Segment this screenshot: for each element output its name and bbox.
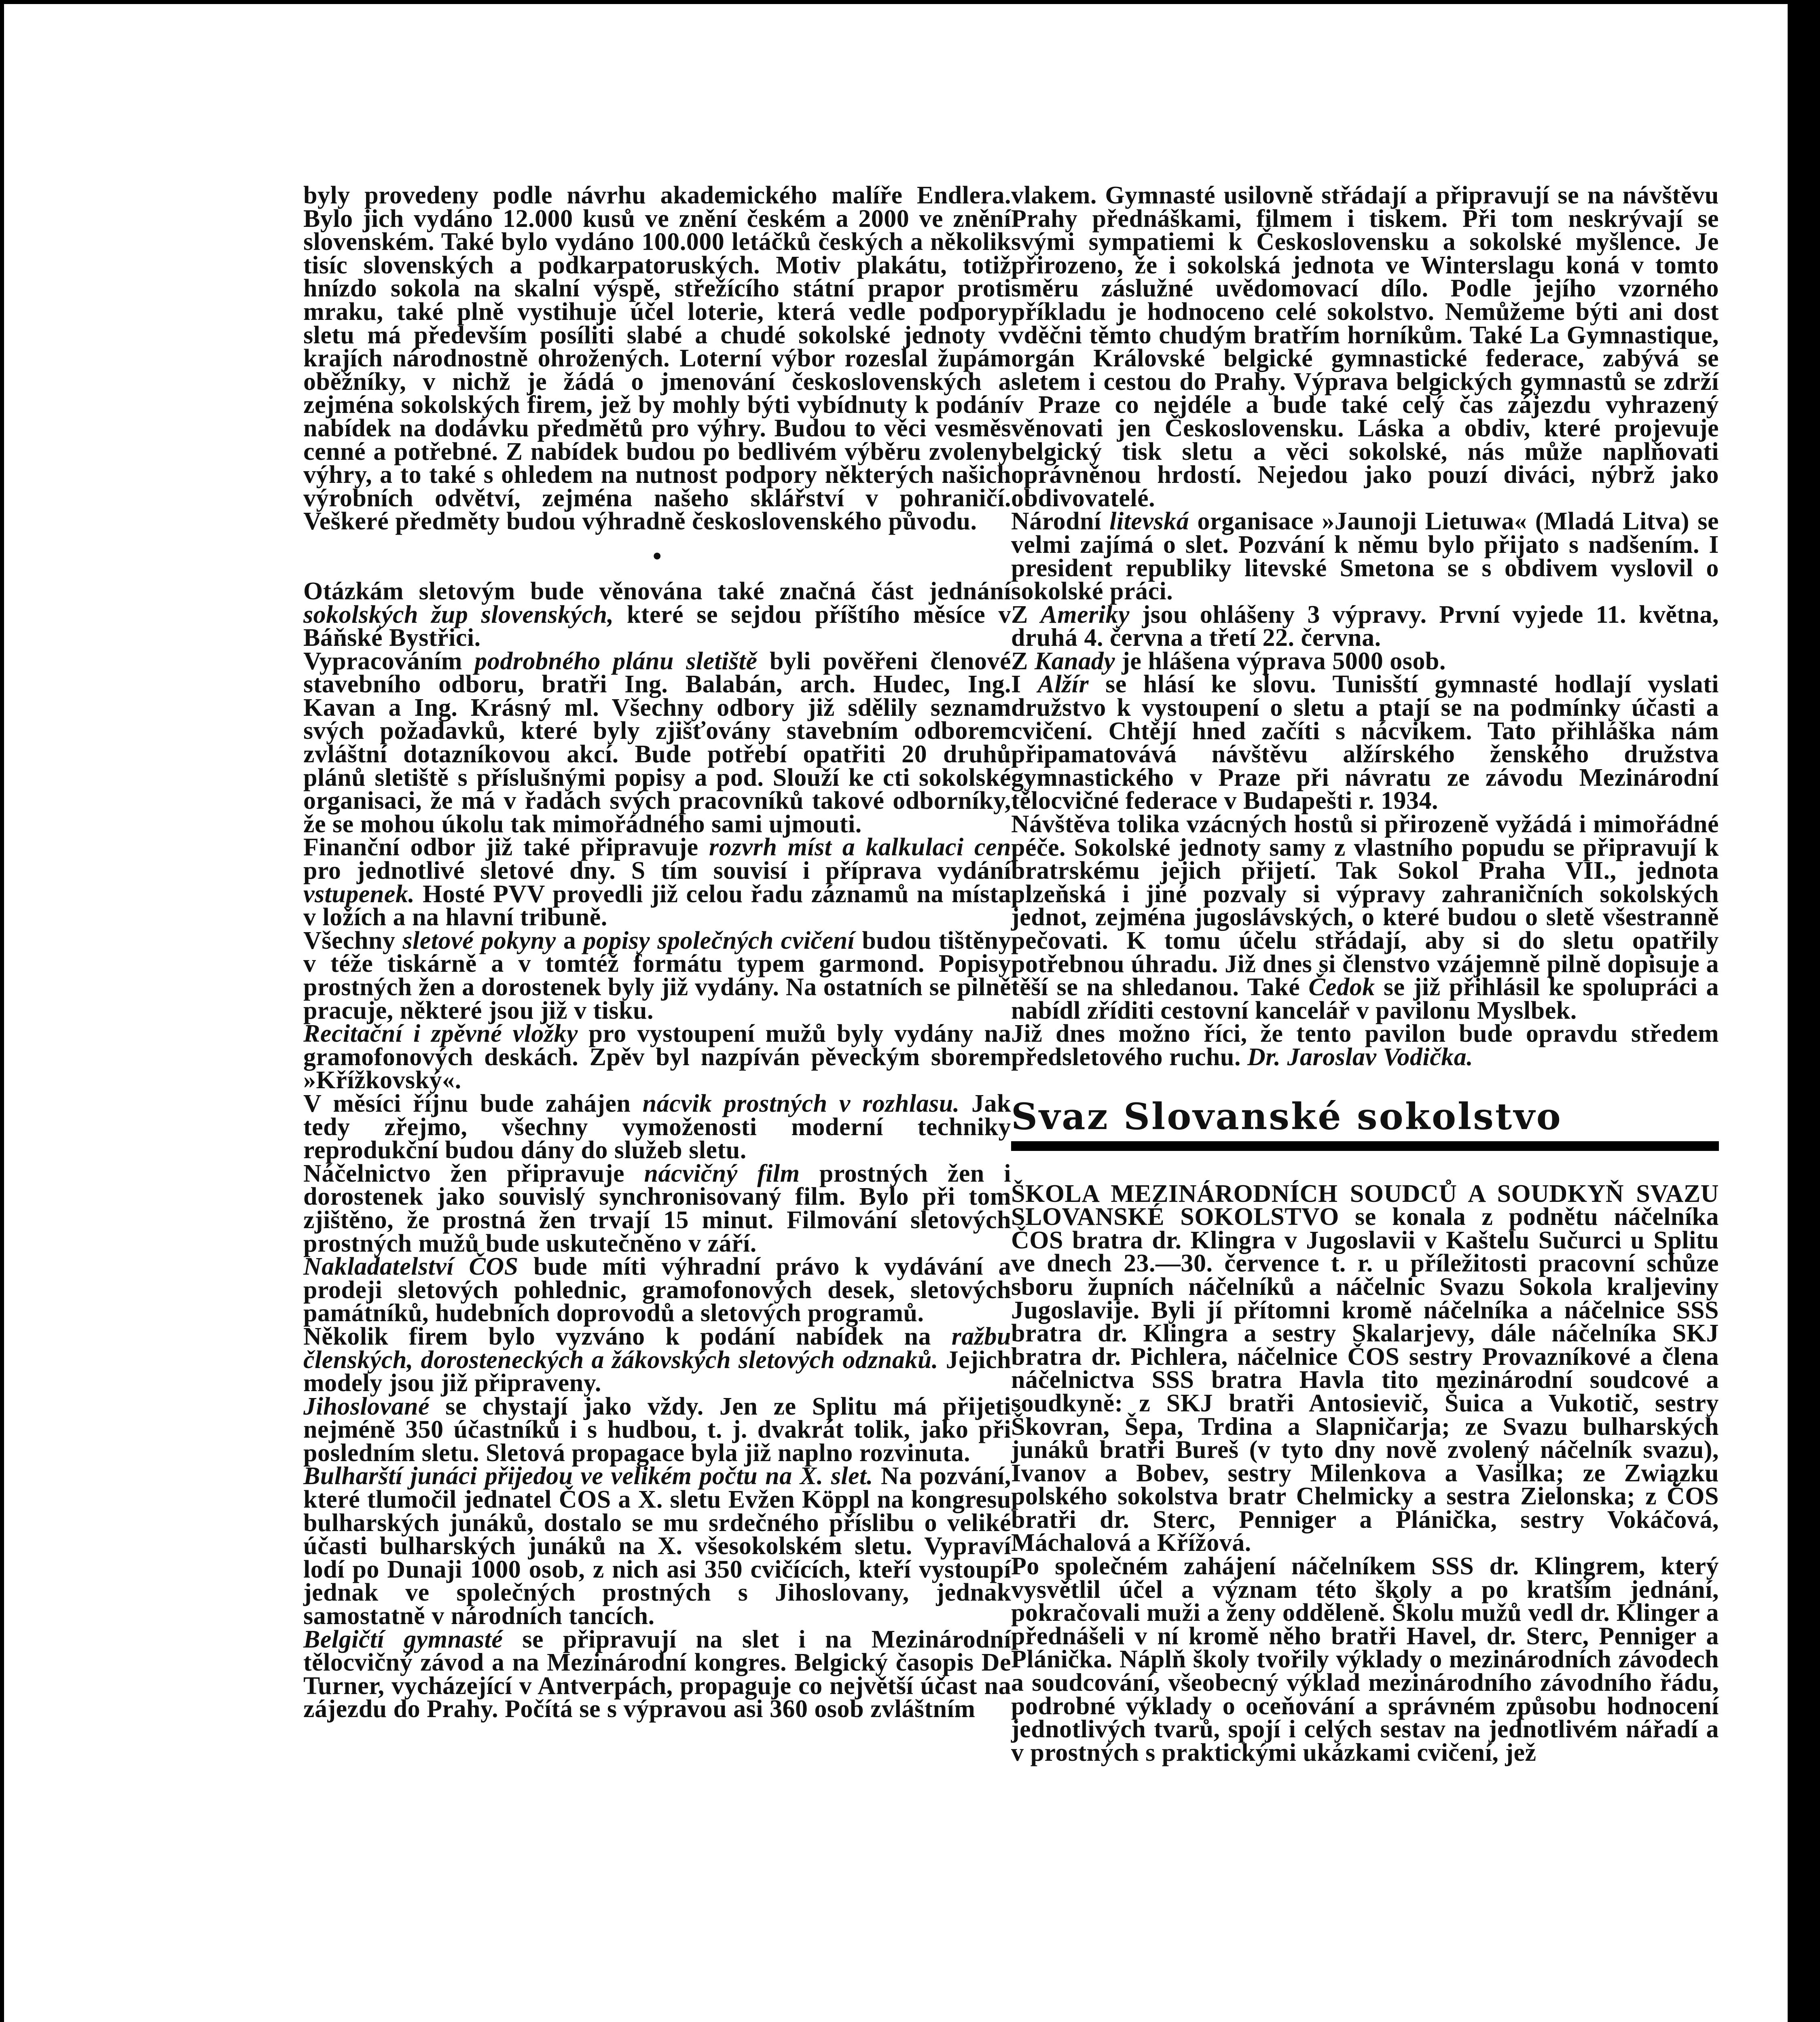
paragraph-belgians-continued — [1011, 184, 1719, 510]
paragraph-publishing — [303, 1255, 1011, 1325]
paragraph-pavilion — [1011, 1022, 1719, 1069]
emphasis: Bulharští junáci přijedou ve velikém počtu na X. slet. — [303, 1462, 873, 1490]
paragraph-canada — [1011, 647, 1719, 675]
text: které se sejdou příštího měsíce v Báňské Bystřici. — [303, 601, 1011, 652]
paragraph-belgians — [303, 1625, 1011, 1723]
text: pro vystoupení mužů byly vydány na gramofonových deskách. Zpěv byl nazpíván pěveckým sborem »Křížkovský«. — [303, 1020, 1011, 1094]
text: Všechny — [303, 926, 403, 954]
scan-border-left — [0, 0, 4, 2022]
text: a — [556, 926, 584, 954]
emphasis: Čedok — [1308, 973, 1375, 1001]
text: pro jednotlivé sletové dny. S tím souvisí i příprava vydání — [303, 857, 1011, 885]
text: Z — [1011, 601, 1041, 628]
section-divider-dot: • — [652, 542, 662, 570]
emphasis: nácvik prostných v rozhlasu. — [642, 1089, 960, 1117]
text: se hlásí ke slovu. Tunisští gymnasté hodlají vyslati družstvo k vystoupení o sletu a ptají se na podmínky účasti a cvičení. Chtějí hned začíti s nácvikem. Tato přihláška nám připamatovává návštěvu alžírského ženského družstva gymnastického v Praze při návratu ze závodu Mezinárodní tělocvičné federace v Budapešti r. 1934. — [1011, 670, 1719, 815]
section-heading: Svaz Slovanské sokolstvo — [1011, 1094, 1719, 1151]
left-column — [303, 184, 1011, 1721]
emphasis: Recitační i zpěvné vložky — [303, 1020, 578, 1048]
text: bude míti výhradní právo k vydávání a prodeji sletových pohlednic, gramofonových desek, sletových památníků, hudebních doprovodů a sletových programů. — [303, 1253, 1011, 1327]
paragraph-recordings — [303, 1022, 1011, 1092]
paragraph-badges — [303, 1322, 1011, 1397]
paragraph-judges-program — [1011, 1552, 1719, 1766]
paragraph-judges-school — [1011, 1182, 1719, 1555]
emphasis: vstupenek. — [303, 880, 415, 908]
paragraph-yugoslavs — [303, 1392, 1011, 1467]
paragraph-slovak-zupy — [303, 577, 1011, 652]
paragraph-lithuania — [1011, 510, 1719, 603]
text: Finanční odbor již také připravuje — [303, 833, 709, 861]
right-column — [1011, 184, 1719, 1764]
text: I — [1011, 670, 1038, 698]
paragraph-bulgarians — [303, 1462, 1011, 1630]
text: Otázkám sletovým bude věnována také značná část jednání — [303, 577, 1011, 605]
paragraph-instructions — [303, 926, 1012, 1024]
text: Po společném zahájení náčelníkem SSS dr. Klingrem, který vysvětlil účel a význam této školy a po kratším jednání, pokračovali muži a ženy odděleně. Školu mužů vedl dr. Klinger a přednášeli v ní kromě něho bratři Havel, dr. Sterc, Penniger a Plánička. Náplň školy tvořily výklady o mezinárodních závodech a soudcování, všeobecný výklad mezinárodního závodního řádu, podrobné výklady o oceňování a správném způsobu hodnocení jednotlivých tvarů, spojí i celých sestav na jednotlivém nářadí a v prostných s praktickými ukázkami cvičení, jež — [1011, 1552, 1719, 1766]
text: se chystají jako vždy. Jen ze Splitu má přijeti nejméně 350 účastníků i s hudbou, t. j. dvakrát tolik, jako při posledním sletu. Sletová propagace byla již naplno rozvinuta. — [303, 1392, 1011, 1467]
emphasis: rozvrh míst a kalkulaci cen — [709, 833, 1012, 861]
text: Na pozvání, které tlumočil jednatel ČOS a X. sletu Evžen Köppl na kongresu bulharských junáků, dostalo se mu srdečného příslibu o veliké účasti bulharských junáků na X. všesokolském sletu. Vypraví lodí po Dunaji 1000 osob, z nich asi 350 cvičících, kteří vystoupí jednak ve společných prostných s Jihoslovany, jednak samostatně v národních tancích. — [303, 1462, 1011, 1630]
text: Již dnes možno říci, že tento pavilon bude opravdu středem předsletového ruchu. — [1011, 1020, 1719, 1071]
emphasis: podrobného plánu sletiště — [474, 647, 758, 675]
emphasis: sokolských žup slovenských, — [303, 601, 614, 628]
text: prostných žen i dorostenek jako souvislý synchronisovaný film. Bylo při tom zjištěno, že prostná žen trvají 15 minut. Filmování sletových prostných mužů bude uskutečněno v září. — [303, 1159, 1011, 1257]
text: ŠKOLA MEZINÁRODNÍCH SOUDCŮ A SOUDKYŇ SVAZU SLOVANSKÉ SOKOLSTVO se konala z podnětu náčelníka ČOS bratra dr. Klingra v Jugoslavii v Kaštelu Sučurci u Splitu ve dnech 23.—30. července t. r. u příležitosti pracovní schůze sboru župních náčelníků a náčelnic Svazu Sokola kraljeviny Jugoslavije. Byli jí přítomni kromě náčelníka a náčelnice SSS bratra dr. Klingra a sestry Skalarjevy, dále náčelníka SKJ bratra dr. Pichlera, náčelnice ČOS sestry Provazníkové a člena náčelnictva SSS bratra Havla tito mezinárodní soudcové a soudkyně: z SKJ bratři Antosievič, Šuica a Vukotič, sestry Škovran, Šepa, Trdina a Slapničarja; ze Svazu bulharských junáků bratři Bureš (v tyto dny nově zvolený náčelník svazu), Ivanov a Bobev, sestry Milenkova a Vasilka; ze Związku polského sokolstva bratr Chelmicky a sestra Zielonska; z ČOS bratři dr. Sterc, Penniger a Plánička, sestry Vokáčová, Máchalová a Křížová. — [1011, 1180, 1719, 1557]
text: byli pověřeni členové stavebního odboru, bratři Ing. Balabán, arch. Hudec, Ing. Kavan a Ing. Krásný ml. Všechny odbory již sdělily seznam svých požadavků, které byly zjišťovány stavebním odborem zvláštní dotazníkovou akcí. Bude potřebí opatřiti 20 druhů plánů sletiště s příslušnými popisy a pod. Slouží ke cti sokolské organisaci, že má v řadách svých pracovníků takové odborníky, že se mohou úkolu tak mimořádného sami ujmouti. — [303, 647, 1011, 838]
scan-border-right — [1788, 0, 1820, 2022]
text: Jak tedy zřejmo, všechny vymoženosti moderní techniky reprodukční budou dány do služeb sletu. — [303, 1089, 1011, 1164]
text: Vypracováním — [303, 647, 475, 675]
emphasis: Kanady — [1034, 647, 1115, 675]
paragraph-guests — [1011, 810, 1719, 1024]
paragraph-america — [1011, 603, 1719, 650]
text: Hosté PVV provedli již celou řadu záznamů na místa v ložích a na hlavní tribuně. — [303, 880, 1011, 931]
paragraph-lottery — [303, 184, 1011, 533]
emphasis: litevská — [1109, 508, 1189, 535]
emphasis: Ameriky — [1040, 601, 1130, 628]
author-signature: Dr. Jaroslav Vodička. — [1247, 1043, 1473, 1071]
paragraph-site-plan — [303, 647, 1011, 838]
emphasis: Alžír — [1037, 670, 1089, 698]
emphasis: sletové pokyny — [402, 926, 556, 954]
emphasis: popisy společných cvičení — [583, 926, 855, 954]
text: V měsíci říjnu bude zahájen — [303, 1089, 643, 1117]
text: jsou ohlášeny 3 výpravy. První vyjede 11. května, druhá 4. června a třetí 22. června. — [1011, 601, 1719, 652]
emphasis: Jihoslované — [303, 1392, 430, 1420]
emphasis: Nakladatelství ČOS — [303, 1253, 518, 1281]
paragraph-radio — [303, 1089, 1011, 1164]
emphasis: ražbu členských, dorosteneckých a žákovských sletových odznaků. — [303, 1322, 1011, 1374]
text: se již přihlásil ke spolupráci a nabídl zříditi cestovní kancelář v pavilonu Myslbek. — [1011, 973, 1719, 1024]
text: Návštěva tolika vzácných hostů si přirozeně vyžádá i mimořádné péče. Sokolské jednoty samy z vlastního popudu se připravují k bratrskému jejich přijetí. Tak Sokol Praha VII., jednota plzeňská i jiné pozvaly si výpravy zahraničních sokolských jednot, zejména jugoslávských, o které budou o sletě všestranně pečovati. K tomu účelu střádají, aby si do sletu opatřily potřebnou úhradu. Již dnes si členstvo vzájemně pilně dopisuje a těší se na shledanou. Také — [1011, 810, 1719, 1001]
text: Náčelnictvo žen připravuje — [303, 1159, 644, 1187]
paragraph-algeria — [1011, 670, 1719, 815]
text: byly provedeny podle návrhu akademického malíře Endlera. Bylo jich vydáno 12.000 kusů ve znění českém a 2000 ve znění slovenském. Také bylo vydáno 100.000 letáčků českých a několik tisíc slovenských a podkarpatoruských. Motiv plakátu, totiž hnízdo sokola na skalní výspě, střežícího státní prapor proti mraku, také plně vystihuje účel loterie, která vedle podpory sletu má především posíliti slabé a chudé sokolské jednoty v krajích národnostně ohrožených. Loterní výbor rozeslal župám oběžníky, v nichž je žádá o jmenování československých a zejména sokolských firem, jež by mohly býti vybídnuty k podání nabídek na dodávku předmětů pro výhry. Budou to věci vesměs cenné a potřebné. Z nabídek budou po bedlivém výběru zvoleny výhry, a to také s ohledem na nutnost podpory některých našich výrobních odvětví, zejména našeho sklářství v pohraničí. Veškeré předměty budou výhradně československého původu. — [303, 182, 1011, 535]
text: budou tištěny v téže tiskárně a v tomtéž formátu typem garmond. Popisy prostných žen a dorostenek byly již vydány. Na ostatních se pilně pracuje, některé jsou již v tisku. — [303, 926, 1012, 1024]
paragraph-finance — [303, 833, 1012, 931]
text: Jejich modely jsou již připraveny. — [303, 1346, 1011, 1397]
text: vlakem. Gymnasté usilovně střádají a připravují se na návštěvu Prahy přednáškami, filmem i tiskem. Při tom neskrývají se svými sympatiemi k Československu a sokolské myšlence. Je přirozeno, že i sokolská jednota ve Winterslagu koná v tomto směru záslužné uvědomovací dílo. Podle jejího vzorného příkladu je hodnoceno celé sokolstvo. Nemůžeme býti ani dost vděčni těmto chudým bratřím horníkům. Také La Gymnastique, orgán Královské belgické gymnastické federace, zabývá se sletem i cestou do Prahy. Výprava belgických gymnastů se zdrží v Praze co nejdéle a bude také celý čas zájezdu vyhrazený věnovati jen Československu. Láska a obdiv, které projevuje belgický tisk sletu a věci sokolské, nás může naplňovati oprávněnou hrdostí. Nejedou jako pouzí diváci, nýbrž jako obdivovatelé. — [1011, 182, 1719, 512]
text: se připravují na slet i na Mezinárodní tělocvičný závod a na Mezinárodní kongres. Belgický časopis De Turner, vycházející v Antverpách, propaguje co největší účast na zájezdu do Prahy. Počítá se s výpravou asi 360 osob zvláštním — [303, 1625, 1011, 1723]
paragraph-film — [303, 1159, 1011, 1257]
emphasis: nácvičný film — [644, 1159, 800, 1187]
text: organisace »Jaunoji Lietuwa« (Mladá Litva) se velmi zajímá o slet. Pozvání k němu bylo přijato s nadšením. I president republiky litevské Smetona se s obdivem vyslovil o sokolské práci. — [1011, 508, 1719, 605]
emphasis: Belgičtí gymnasté — [303, 1625, 503, 1653]
text: Několik firem bylo vyzváno k podání nabídek na — [303, 1322, 952, 1350]
corner-fold-mark — [3, 0, 27, 16]
scan-border-top — [0, 0, 1820, 4]
text: Z — [1011, 647, 1035, 675]
text: Národní — [1011, 508, 1110, 535]
text: je hlášena výprava 5000 osob. — [1115, 647, 1446, 675]
